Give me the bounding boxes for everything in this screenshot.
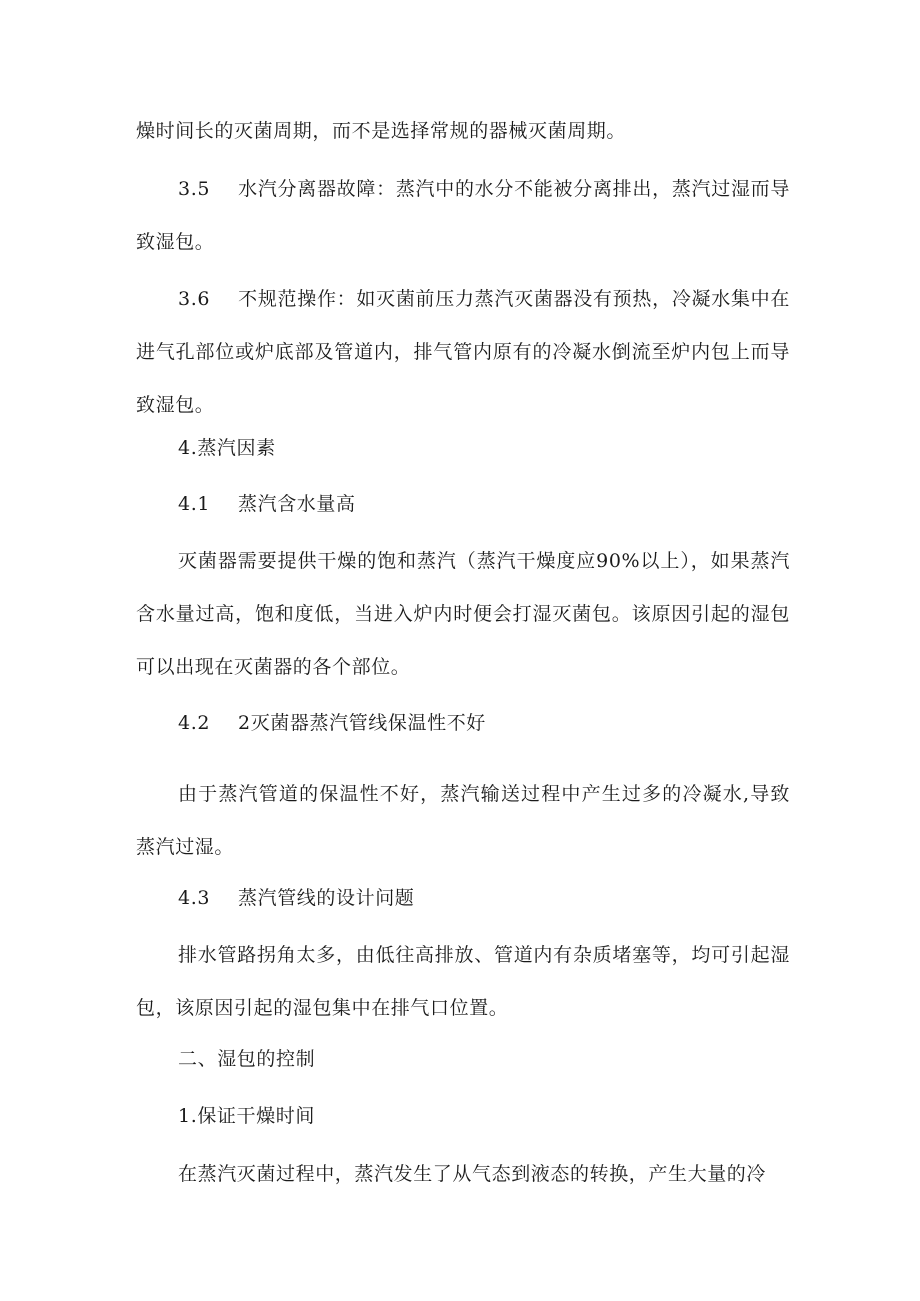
paragraph-4-1-body xyxy=(136,535,790,694)
paragraph-3-6 xyxy=(136,273,790,432)
heading-section-2 xyxy=(136,1033,790,1086)
heading-text: 2灭菌器蒸汽管线保温性不好 xyxy=(238,712,486,734)
section-number: 4.3 xyxy=(178,887,211,909)
heading-text: 4.蒸汽因素 xyxy=(178,437,276,459)
heading-2-1 xyxy=(136,1090,790,1143)
paragraph-4-2-body xyxy=(136,768,790,874)
heading-4 xyxy=(136,422,790,475)
heading-text: 1.保证干燥时间 xyxy=(178,1105,315,1127)
heading-4-2 xyxy=(136,697,790,750)
heading-text: 蒸汽含水量高 xyxy=(238,493,356,515)
paragraph-text: 水汽分离器故障：蒸汽中的水分不能被分离排出，蒸汽过湿而导致湿包。 xyxy=(136,178,790,253)
section-number: 4.2 xyxy=(178,712,211,734)
paragraph-text: 在蒸汽灭菌过程中，蒸汽发生了从气态到液态的转换，产生大量的冷 xyxy=(178,1163,767,1185)
paragraph-3-5 xyxy=(136,163,790,269)
paragraph-2-1-body xyxy=(136,1148,790,1201)
paragraph-text: 灭菌器需要提供干燥的饱和蒸汽（蒸汽干燥度应90%以上），如果蒸汽含水量过高，饱和度低，当进入炉内时便会打湿灭菌包。该原因引起的湿包可以出现在灭菌器的各个部位。 xyxy=(136,550,790,678)
paragraph-continuation xyxy=(136,105,790,158)
heading-4-3 xyxy=(136,872,790,925)
paragraph-text: 不规范操作：如灭菌前压力蒸汽灭菌器没有预热，冷凝水集中在进气孔部位或炉底部及管道内，排气管内原有的冷凝水倒流至炉内包上而导致湿包。 xyxy=(136,288,790,416)
heading-text: 蒸汽管线的设计问题 xyxy=(238,887,415,909)
section-number: 3.5 xyxy=(178,178,211,200)
paragraph-text: 由于蒸汽管道的保温性不好，蒸汽输送过程中产生过多的冷凝水,导致蒸汽过湿。 xyxy=(136,783,790,858)
heading-4-1 xyxy=(136,478,790,531)
section-number: 4.1 xyxy=(178,493,211,515)
section-number: 3.6 xyxy=(178,288,211,310)
paragraph-4-3-body xyxy=(136,929,790,1035)
paragraph-text: 燥时间长的灭菌周期，而不是选择常规的器械灭菌周期。 xyxy=(136,120,627,142)
heading-text: 二、湿包的控制 xyxy=(178,1048,316,1070)
paragraph-text: 排水管路拐角太多，由低往高排放、管道内有杂质堵塞等，均可引起湿包，该原因引起的湿包集中在排气口位置。 xyxy=(136,944,790,1019)
